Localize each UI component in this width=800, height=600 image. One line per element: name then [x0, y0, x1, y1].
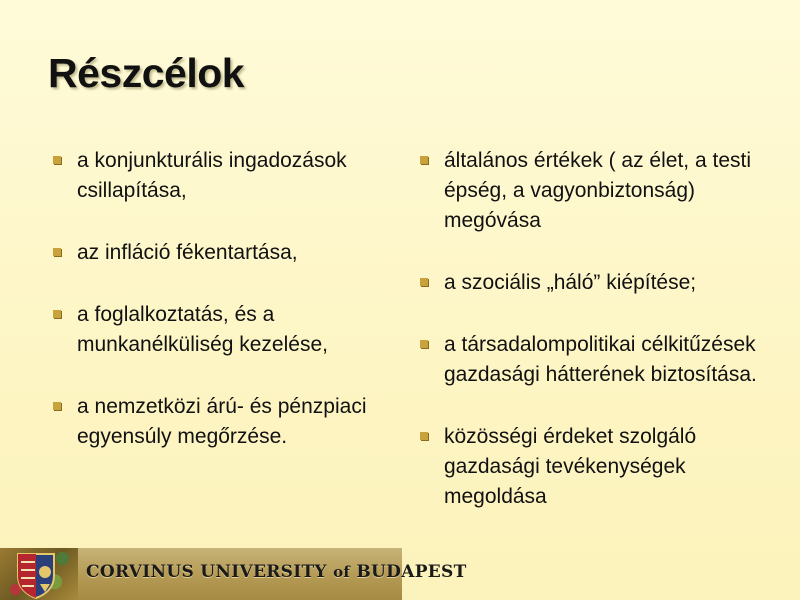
university-name-of: of [333, 563, 351, 581]
list-item [52, 300, 392, 360]
list-item-text: közösségi érdeket szolgáló gazdasági tevékenységek megoldása [444, 425, 697, 508]
right-bullet-list [419, 146, 764, 544]
list-item [52, 238, 392, 268]
list-item [52, 392, 392, 452]
university-name-part1: CORVINUS UNIVERSITY [86, 562, 334, 582]
university-name [86, 562, 467, 582]
bullet-icon [420, 340, 428, 348]
list-item [52, 146, 392, 206]
bullet-icon [53, 156, 61, 164]
list-item-text: a nemzetközi árú- és pénzpiaci egyensúly megőrzése. [77, 395, 367, 448]
left-bullet-list [52, 146, 392, 484]
bullet-icon [420, 432, 428, 440]
bullet-icon [420, 278, 428, 286]
list-item-text: általános értékek ( az élet, a testi épség, a vagyonbiztonság) megóvása [444, 149, 751, 232]
list-item-text: a konjunkturális ingadozások csillapítása, [77, 149, 347, 202]
list-item [419, 146, 764, 236]
list-item [419, 330, 764, 390]
list-item [419, 422, 764, 512]
bullet-icon [53, 402, 61, 410]
list-item-text: a szociális „háló” kiépítése; [444, 271, 697, 294]
list-item [419, 268, 764, 298]
slide-title: Részcélok [48, 50, 245, 96]
bullet-icon [53, 310, 61, 318]
university-banner [0, 548, 467, 600]
list-item-text: az infláció fékentartása, [77, 241, 298, 264]
bullet-icon [420, 156, 428, 164]
list-item-text: a foglalkoztatás, és a munkanélküliség kezelése, [77, 303, 328, 356]
bullet-icon [53, 248, 61, 256]
university-name-part2: BUDAPEST [350, 562, 467, 582]
list-item-text: a társadalompolitikai célkitűzések gazdasági hátterének biztosítása. [444, 333, 757, 386]
university-crest-icon [12, 550, 60, 600]
